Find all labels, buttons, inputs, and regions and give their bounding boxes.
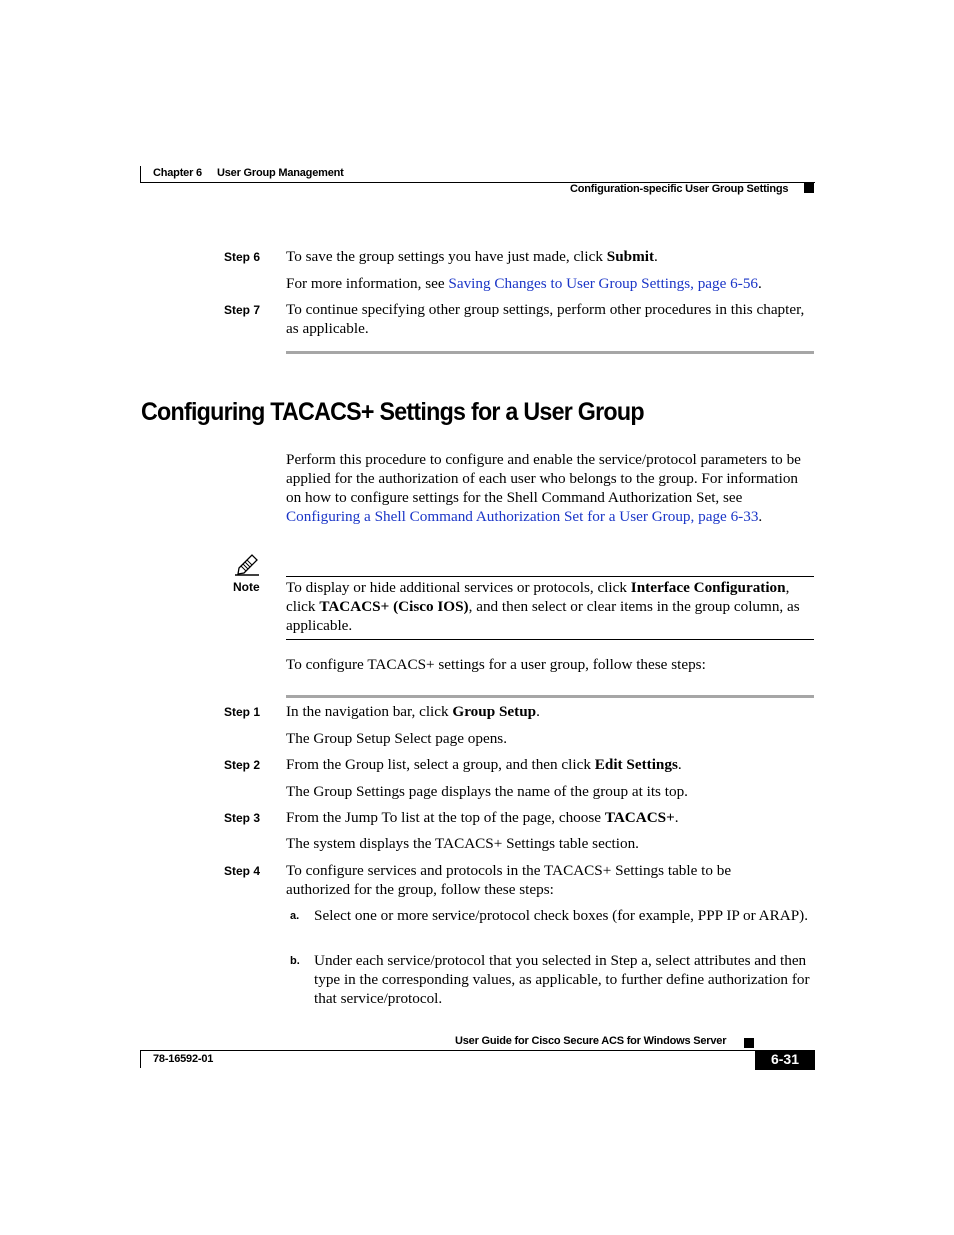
header-chapter: Chapter 6 xyxy=(153,167,202,179)
shell-command-auth-link[interactable]: Configuring a Shell Command Authorization Set for a User Group, page 6-33 xyxy=(286,508,759,525)
pencil-note-icon xyxy=(233,553,261,582)
substep-label: b. xyxy=(290,955,300,967)
step-text: In the navigation bar, click Group Setup. xyxy=(286,703,540,720)
intro-paragraph: Perform this procedure to configure and enable the service/protocol parameters to be applied for the authorization of each user who belongs to the group. For information on how to configure settings for the Shell Command Authorization Set, see Configuring a Shell Command Authorization Set for a User Group, page 6-33. xyxy=(286,451,801,525)
step-more-info: For more information, see Saving Changes to User Group Settings, page 6-56. xyxy=(286,275,762,292)
step-text: To continue specifying other group settings, perform other procedures in this chapter, as applicable. xyxy=(286,301,805,337)
step-label: Step 7 xyxy=(224,303,261,317)
step-result: The Group Setup Select page opens. xyxy=(286,730,508,747)
footer-square-marker xyxy=(744,1038,754,1048)
header-vertical-rule xyxy=(140,166,141,183)
step-label: Step 4 xyxy=(224,864,261,878)
footer-rule xyxy=(140,1050,815,1051)
substep-label: a. xyxy=(290,910,300,922)
footer-guide-title: User Guide for Cisco Secure ACS for Windows Server xyxy=(455,1035,727,1047)
procedure-start-rule xyxy=(286,695,814,698)
section-title: Configuring TACACS+ Settings for a User Group xyxy=(141,398,644,426)
step-result: The system displays the TACACS+ Settings table section. xyxy=(286,835,639,852)
step-label: Step 2 xyxy=(224,758,261,772)
header-chapter-title: User Group Management xyxy=(217,167,344,179)
procedure-end-rule xyxy=(286,351,814,354)
footer-doc-number: 78-16592-01 xyxy=(153,1053,214,1065)
step-text: From the Group list, select a group, and then click Edit Settings. xyxy=(286,756,682,773)
step-label: Step 3 xyxy=(224,811,261,825)
substep-text: Select one or more service/protocol check boxes (for example, PPP IP or ARAP). xyxy=(314,907,809,924)
note-bottom-rule xyxy=(286,639,814,640)
note-label: Note xyxy=(233,580,260,594)
page-number: 6-31 xyxy=(770,1051,800,1067)
step-text: To save the group settings you have just made, click Submit. xyxy=(286,248,658,265)
step-result: The Group Settings page displays the name of the group at its top. xyxy=(286,783,688,800)
note-text: To display or hide additional services or protocols, click Interface Configuration, click TACACS+ (Cisco IOS), and then select or clear items in the group column, as applicable. xyxy=(286,579,800,634)
substep-text: Under each service/protocol that you selected in Step a, select attributes and then type in the corresponding values, as applicable, to further define authorization for that service/protocol. xyxy=(314,952,810,1007)
note-top-rule xyxy=(286,576,814,577)
step-text: To configure services and protocols in the TACACS+ Settings table to be authorized for the group, follow these steps: xyxy=(286,862,732,898)
saving-changes-link[interactable]: Saving Changes to User Group Settings, page 6-56 xyxy=(448,275,759,292)
lead-in-text: To configure TACACS+ settings for a user group, follow these steps: xyxy=(286,656,706,673)
step-label: Step 1 xyxy=(224,705,261,719)
header-section: Configuration-specific User Group Settings xyxy=(570,183,789,195)
footer-vertical-rule xyxy=(140,1050,141,1068)
step-label: Step 6 xyxy=(224,250,261,264)
step-text: From the Jump To list at the top of the page, choose TACACS+. xyxy=(286,809,679,826)
header-square-marker xyxy=(804,183,814,193)
